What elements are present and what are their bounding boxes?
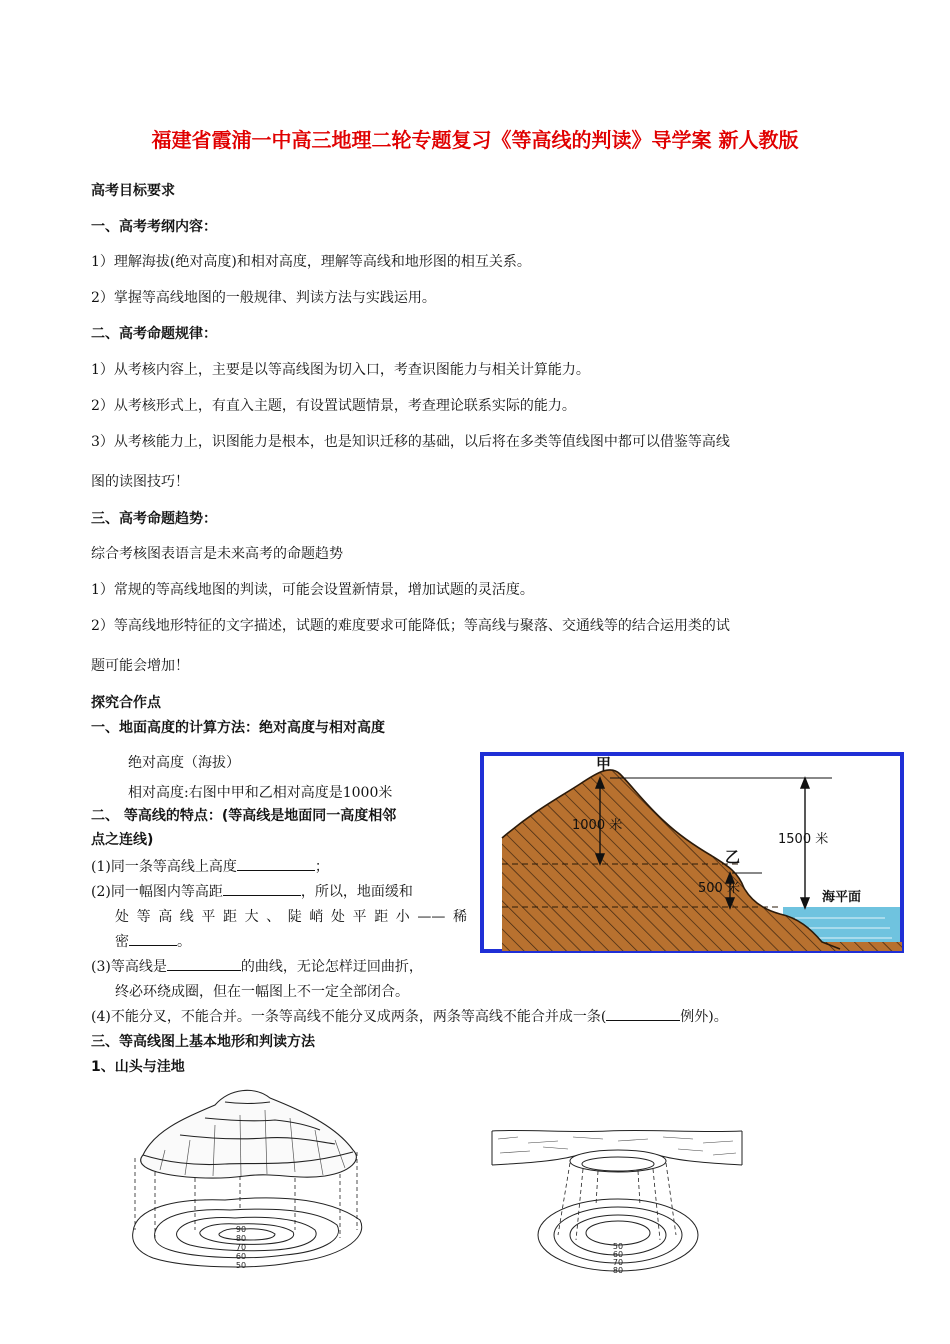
- feature-2-cont: 处等高线平距大、陡峭处平距小——稀: [115, 909, 467, 925]
- depression-contour-figure: [488, 1125, 748, 1285]
- explore-heading: 探究合作点: [91, 695, 161, 711]
- page-title: 福建省霞浦一中高三地理二轮专题复习《等高线的判读》导学案 新人教版: [151, 128, 799, 152]
- hill-contour-label: 60: [235, 1252, 247, 1261]
- trend-item-2-cont: 题可能会增加！: [91, 658, 189, 674]
- hill-contour-label: 80: [235, 1234, 247, 1243]
- basin-contour-label: 50: [612, 1242, 624, 1251]
- pattern-heading: 二、高考命题规律：: [91, 326, 217, 342]
- hill-contour-label: 90: [235, 1225, 247, 1234]
- feature-3: (3)等高线是 的曲线，无论怎样迂回曲折，: [91, 956, 423, 976]
- hill-contour-figure: [125, 1080, 375, 1275]
- pattern-item-3: 3）从考核能力上，识图能力是根本，也是知识迁移的基础，以后将在多类等值线图中都可以借鉴等高线: [91, 434, 730, 450]
- basin-contour-label: 80: [612, 1266, 624, 1275]
- height-calc-heading: 一、地面高度的计算方法：绝对高度与相对高度: [91, 720, 385, 736]
- outline-heading: 一、高考考纲内容：: [91, 219, 217, 235]
- answer-blank-1[interactable]: [237, 856, 315, 871]
- answer-blank-5[interactable]: [606, 1006, 680, 1021]
- relative-height-line: 相对高度:右图中甲和乙相对高度是1000米: [128, 785, 393, 801]
- answer-blank-4[interactable]: [167, 956, 241, 971]
- outline-item-2: 2）掌握等高线地图的一般规律、判读方法与实践运用。: [91, 290, 436, 306]
- basin-contour-label: 60: [612, 1250, 624, 1259]
- trend-item-1: 1）常规的等高线地图的判读，可能会设置新情景，增加试题的灵活度。: [91, 582, 534, 598]
- pattern-item-1: 1）从考核内容上，主要是以等高线图为切入口，考查识图能力与相关计算能力。: [91, 362, 590, 378]
- label-sea-level: 海平面: [822, 890, 862, 905]
- feature-3-cont: 终必环绕成圈，但在一幅图上不一定全部闭合。: [115, 984, 409, 1000]
- landform-heading: 三、等高线图上基本地形和判读方法: [91, 1034, 315, 1050]
- hill-contour-label: 70: [235, 1243, 247, 1252]
- feature-2-cont2: 密 。: [115, 931, 191, 951]
- feature-1: (1)同一条等高线上高度 ；: [91, 856, 329, 876]
- trend-intro: 综合考核图表语言是未来高考的命题趋势: [91, 546, 343, 562]
- label-jia: 甲: [596, 755, 612, 773]
- contour-features-heading-cont: 点之连线): [91, 832, 154, 848]
- outline-item-1: 1）理解海拔(绝对高度)和相对高度，理解等高线和地形图的相互关系。: [91, 254, 531, 270]
- feature-4: (4)不能分叉，不能合并。一条等高线不能分叉成两条，两条等高线不能合并成一条( 例外)。: [91, 1006, 728, 1026]
- hill-contour-label: 50: [235, 1261, 247, 1270]
- hill-depression-heading: 1、山头与洼地: [91, 1059, 185, 1075]
- label-1500m: 1500 米: [778, 832, 829, 847]
- label-1000m: 1000 米: [572, 818, 623, 833]
- feature-2: (2)同一幅图内等高距 ，所以，地面缓和: [91, 881, 413, 901]
- pattern-item-3-cont: 图的读图技巧！: [91, 474, 189, 490]
- goals-heading: 高考目标要求: [91, 183, 175, 199]
- absolute-height-line: 绝对高度（海拔）: [128, 755, 240, 771]
- contour-features-heading: 二、 等高线的特点：(等高线是地面同一高度相邻: [91, 808, 397, 824]
- elevation-profile-figure: [480, 752, 904, 953]
- pattern-item-2: 2）从考核形式上，有直入主题，有设置试题情景，考查理论联系实际的能力。: [91, 398, 576, 414]
- basin-contour-label: 70: [612, 1258, 624, 1267]
- label-500m: 500 米: [698, 881, 740, 896]
- answer-blank-3[interactable]: [129, 931, 177, 946]
- trend-heading: 三、高考命题趋势：: [91, 511, 217, 527]
- answer-blank-2[interactable]: [223, 881, 301, 896]
- trend-item-2: 2）等高线地形特征的文字描述，试题的难度要求可能降低；等高线与聚落、交通线等的结合运用类的试: [91, 618, 730, 634]
- label-yi: 乙: [725, 848, 741, 866]
